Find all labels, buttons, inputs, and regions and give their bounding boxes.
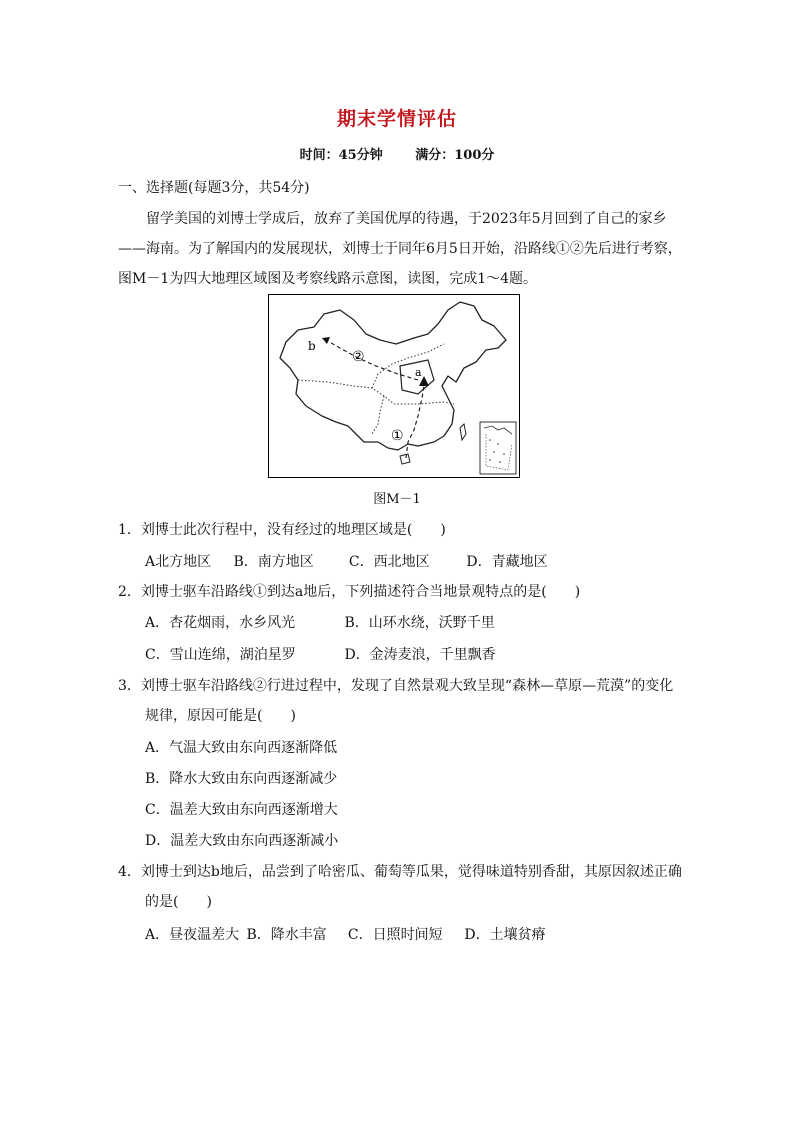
option-a: A．昼夜温差大 [145, 927, 240, 943]
figure-caption: 图M－1 [373, 492, 421, 507]
intro-line: 图M－1为四大地理区域图及考察线路示意图，读图，完成1～4题。 [118, 271, 538, 287]
option-c: C．西北地区 [348, 554, 430, 570]
option-a: A．杏花烟雨，水乡风光 [145, 615, 296, 631]
option-b: B．南方地区 [233, 554, 314, 570]
option-d: D．土壤贫瘠 [464, 927, 546, 943]
option-a: A北方地区 [145, 554, 212, 570]
option-b: B．降水丰富 [246, 927, 327, 943]
china-regions-map [268, 294, 520, 478]
section-heading: 一、选择题(每题3分，共54分) [118, 180, 310, 196]
question-stem: 4．刘博士到达b地后，品尝到了哈密瓜、葡萄等瓜果，觉得味道特别香甜，其原因叙述正确 [118, 864, 682, 880]
question-stem-continued: 的是( ) [145, 894, 212, 910]
question-4 [118, 857, 683, 917]
intro-line: ——海南。为了解国内的发展现状，刘博士于同年6月5日开始，沿路线①②先后进行考察， [118, 241, 682, 257]
option-c: C．日照时间短 [347, 927, 443, 943]
exam-meta [0, 144, 794, 163]
question-4-options [145, 924, 546, 944]
question-stem: 3．刘博士驱车沿路线②行进过程中，发现了自然景观大致呈现“森林—草原—荒漠”的变化 [118, 678, 674, 694]
question-2 [118, 577, 683, 607]
question-stem: 2．刘博士驱车沿路线①到达a地后，下列描述符合当地景观特点的是( ) [118, 584, 581, 600]
question-3 [118, 671, 683, 731]
option-d: D．金涛麦浪，千里飘香 [344, 647, 496, 663]
label-b: b [308, 339, 316, 353]
label-route-1: ① [391, 428, 404, 444]
question-3-option-d: D．温差大致由东向西逐渐减小 [145, 833, 339, 849]
label-route-2: ② [352, 349, 365, 365]
question-stem-continued: 规律，原因可能是( ) [145, 708, 296, 724]
intro-line: 留学美国的刘博士学成后，放弃了美国优厚的待遇，于2023年5月回到了自己的家乡 [146, 211, 667, 227]
question-3-option-a: A．气温大致由东向西逐渐降低 [145, 740, 338, 756]
question-intro [118, 204, 683, 294]
option-b: B．山环水绕，沃野千里 [344, 615, 495, 631]
question-1-options [145, 551, 548, 571]
question-3-option-c: C．温差大致由东向西逐渐增大 [145, 802, 338, 818]
page-title: 期末学情评估 [336, 108, 457, 130]
label-a: a [415, 366, 422, 379]
question-stem: 1．刘博士此次行程中，没有经过的地理区域是( ) [118, 522, 446, 538]
question-1 [118, 515, 683, 545]
question-3-option-b: B．降水大致由东向西逐渐减少 [145, 771, 338, 787]
question-2-options-row2 [145, 644, 496, 664]
option-c: C．雪山连绵，湖泊星罗 [145, 647, 296, 663]
full-score: 满分：100分 [415, 148, 495, 163]
option-d: D．青藏地区 [466, 554, 548, 570]
question-2-options-row1 [145, 612, 495, 632]
time-limit: 时间：45分钟 [299, 148, 383, 163]
